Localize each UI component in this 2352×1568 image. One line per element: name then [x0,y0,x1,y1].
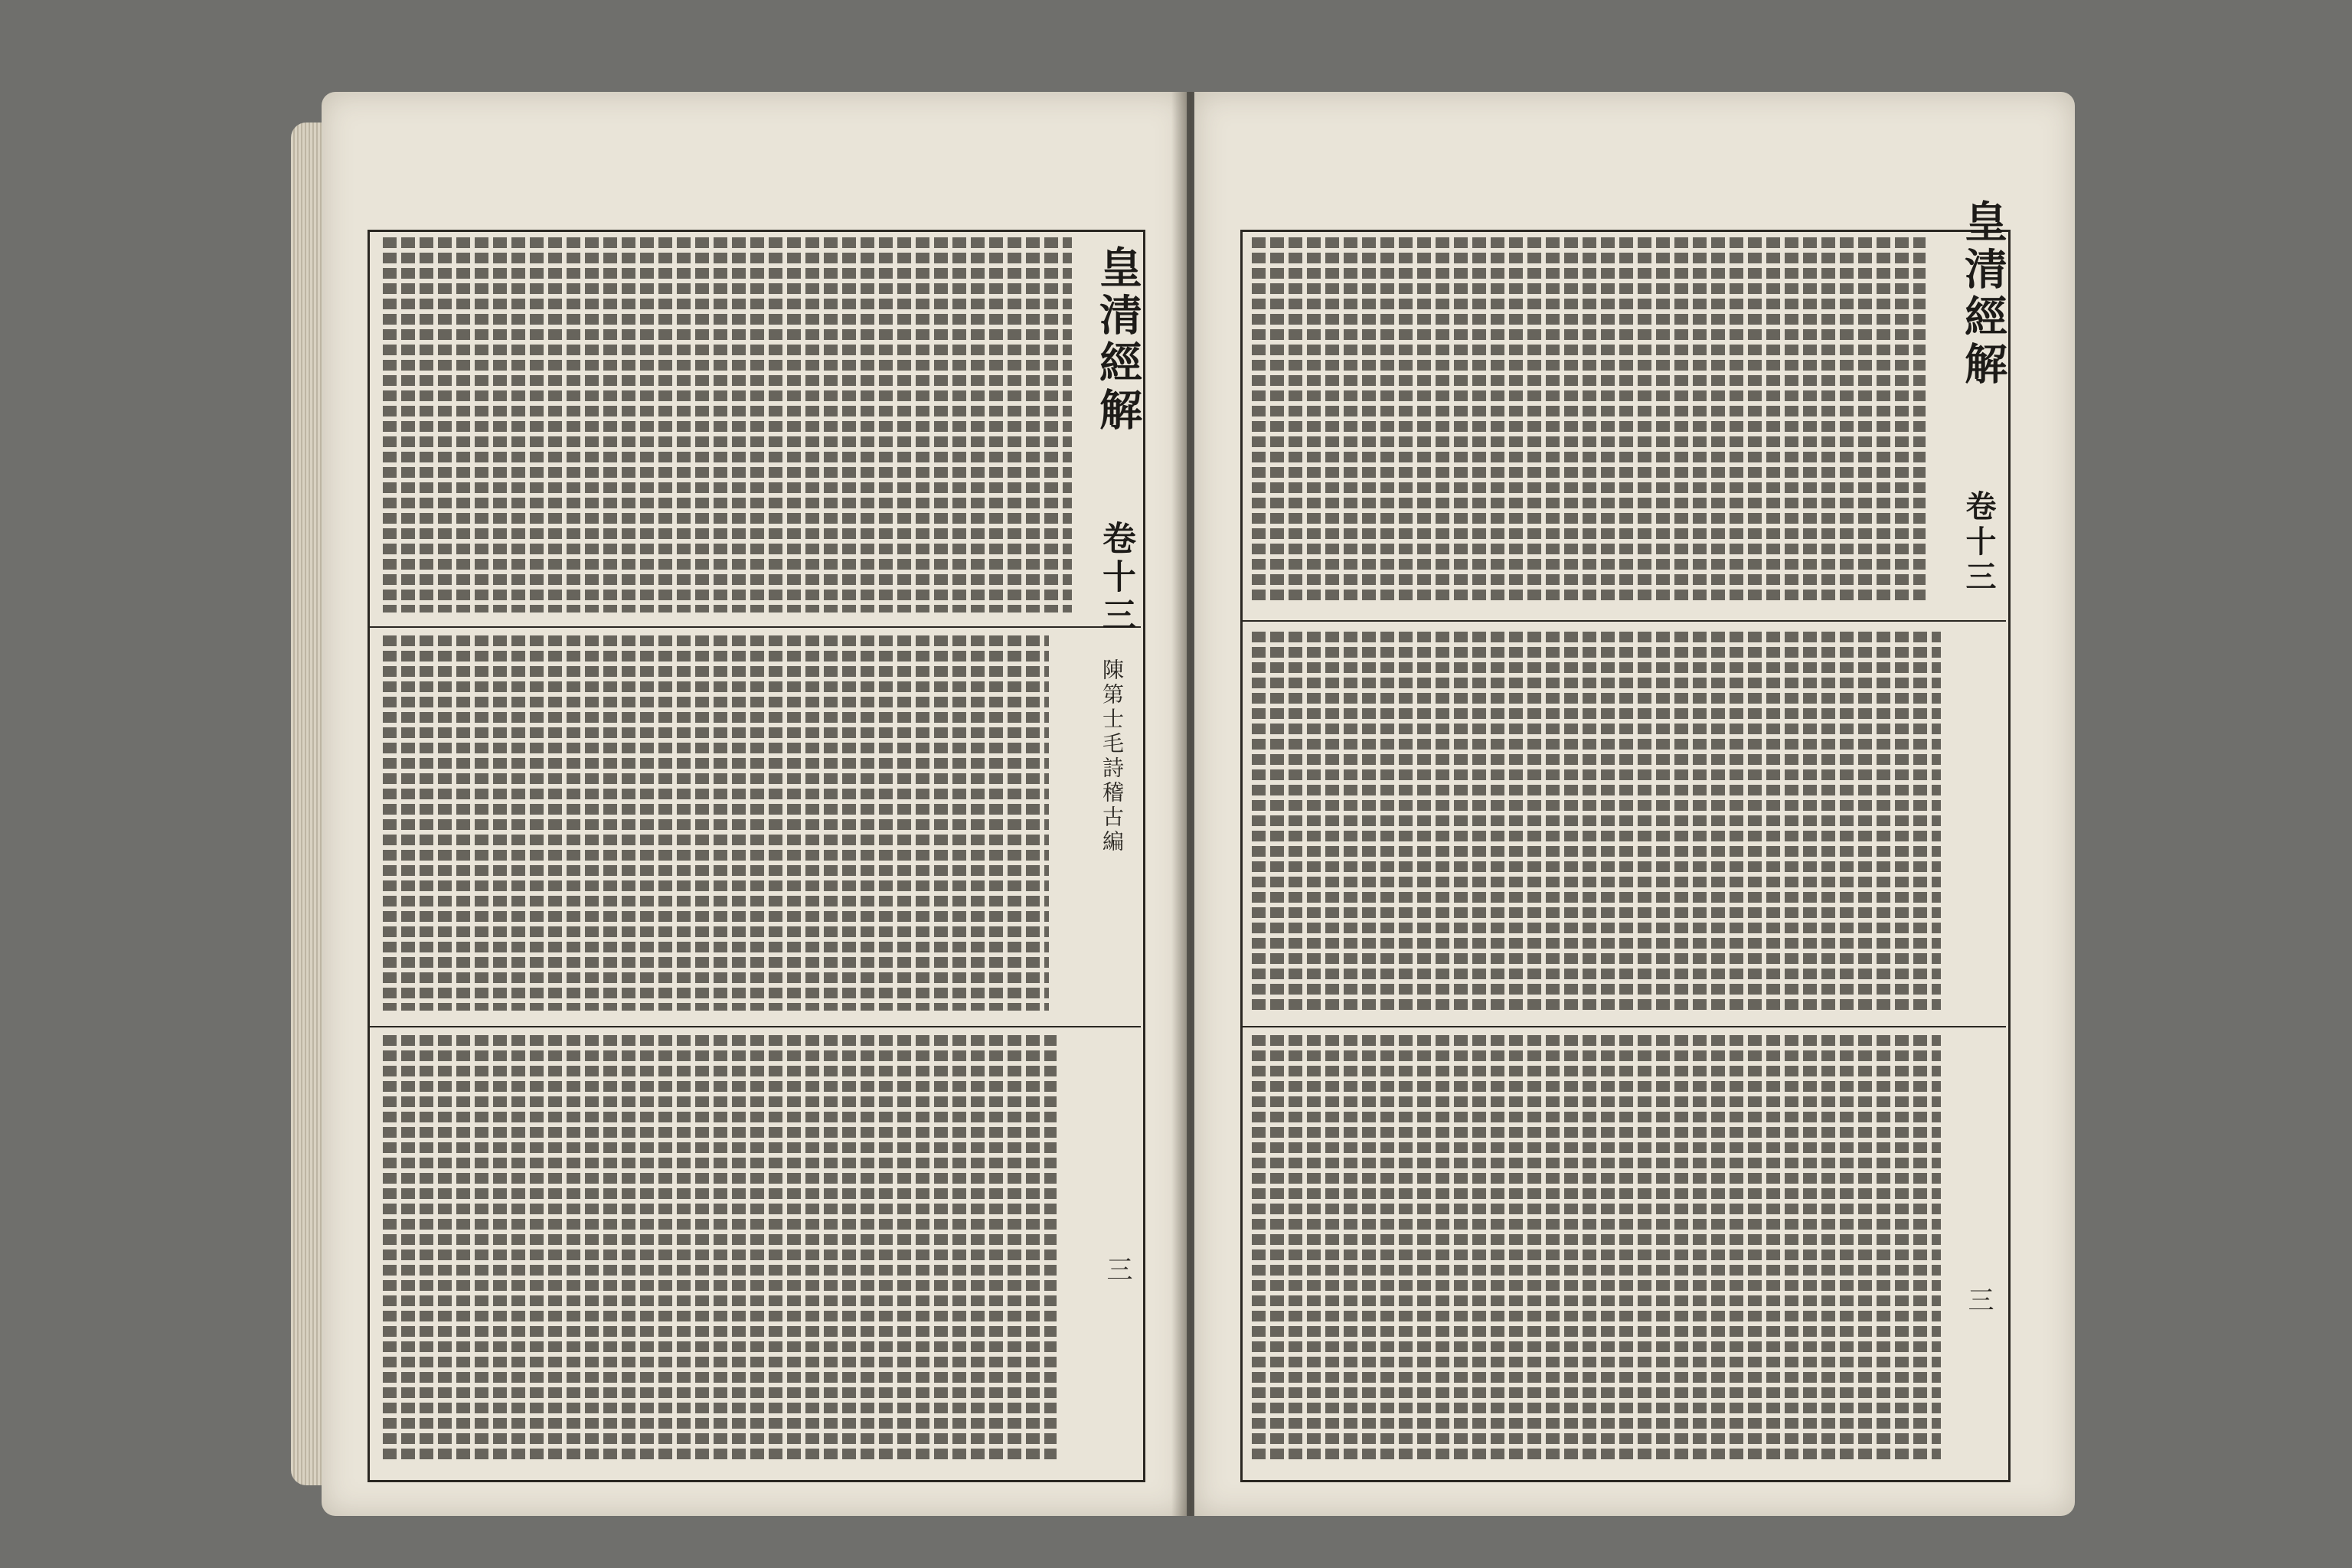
right-text-block-2 [1252,632,1941,1014]
left-page-rule-1 [368,626,1141,628]
open-book [291,92,2075,1516]
right-volume-label: 卷十三 [1961,490,1997,596]
left-text-block-2 [383,635,1049,1011]
left-text-block-3 [383,1035,1057,1464]
left-page [322,92,1187,1516]
right-page-rule-1 [1240,620,2006,622]
right-page-number: 三 [1963,1286,1994,1312]
left-page-number: 三 [1102,1256,1132,1282]
left-page-rule-2 [368,1026,1141,1027]
right-side-title: 皇清經解 [1958,199,2008,389]
left-side-title: 皇清經解 [1093,245,1143,435]
left-volume-label: 卷十三 [1096,521,1135,635]
left-text-block-1 [383,237,1072,612]
right-page-rule-2 [1240,1026,2006,1027]
right-text-block-3 [1252,1035,1941,1464]
left-author-line: 陳第士毛詩稽古編 [1099,658,1125,854]
right-text-block-1 [1252,237,1926,605]
right-page [1194,92,2075,1516]
